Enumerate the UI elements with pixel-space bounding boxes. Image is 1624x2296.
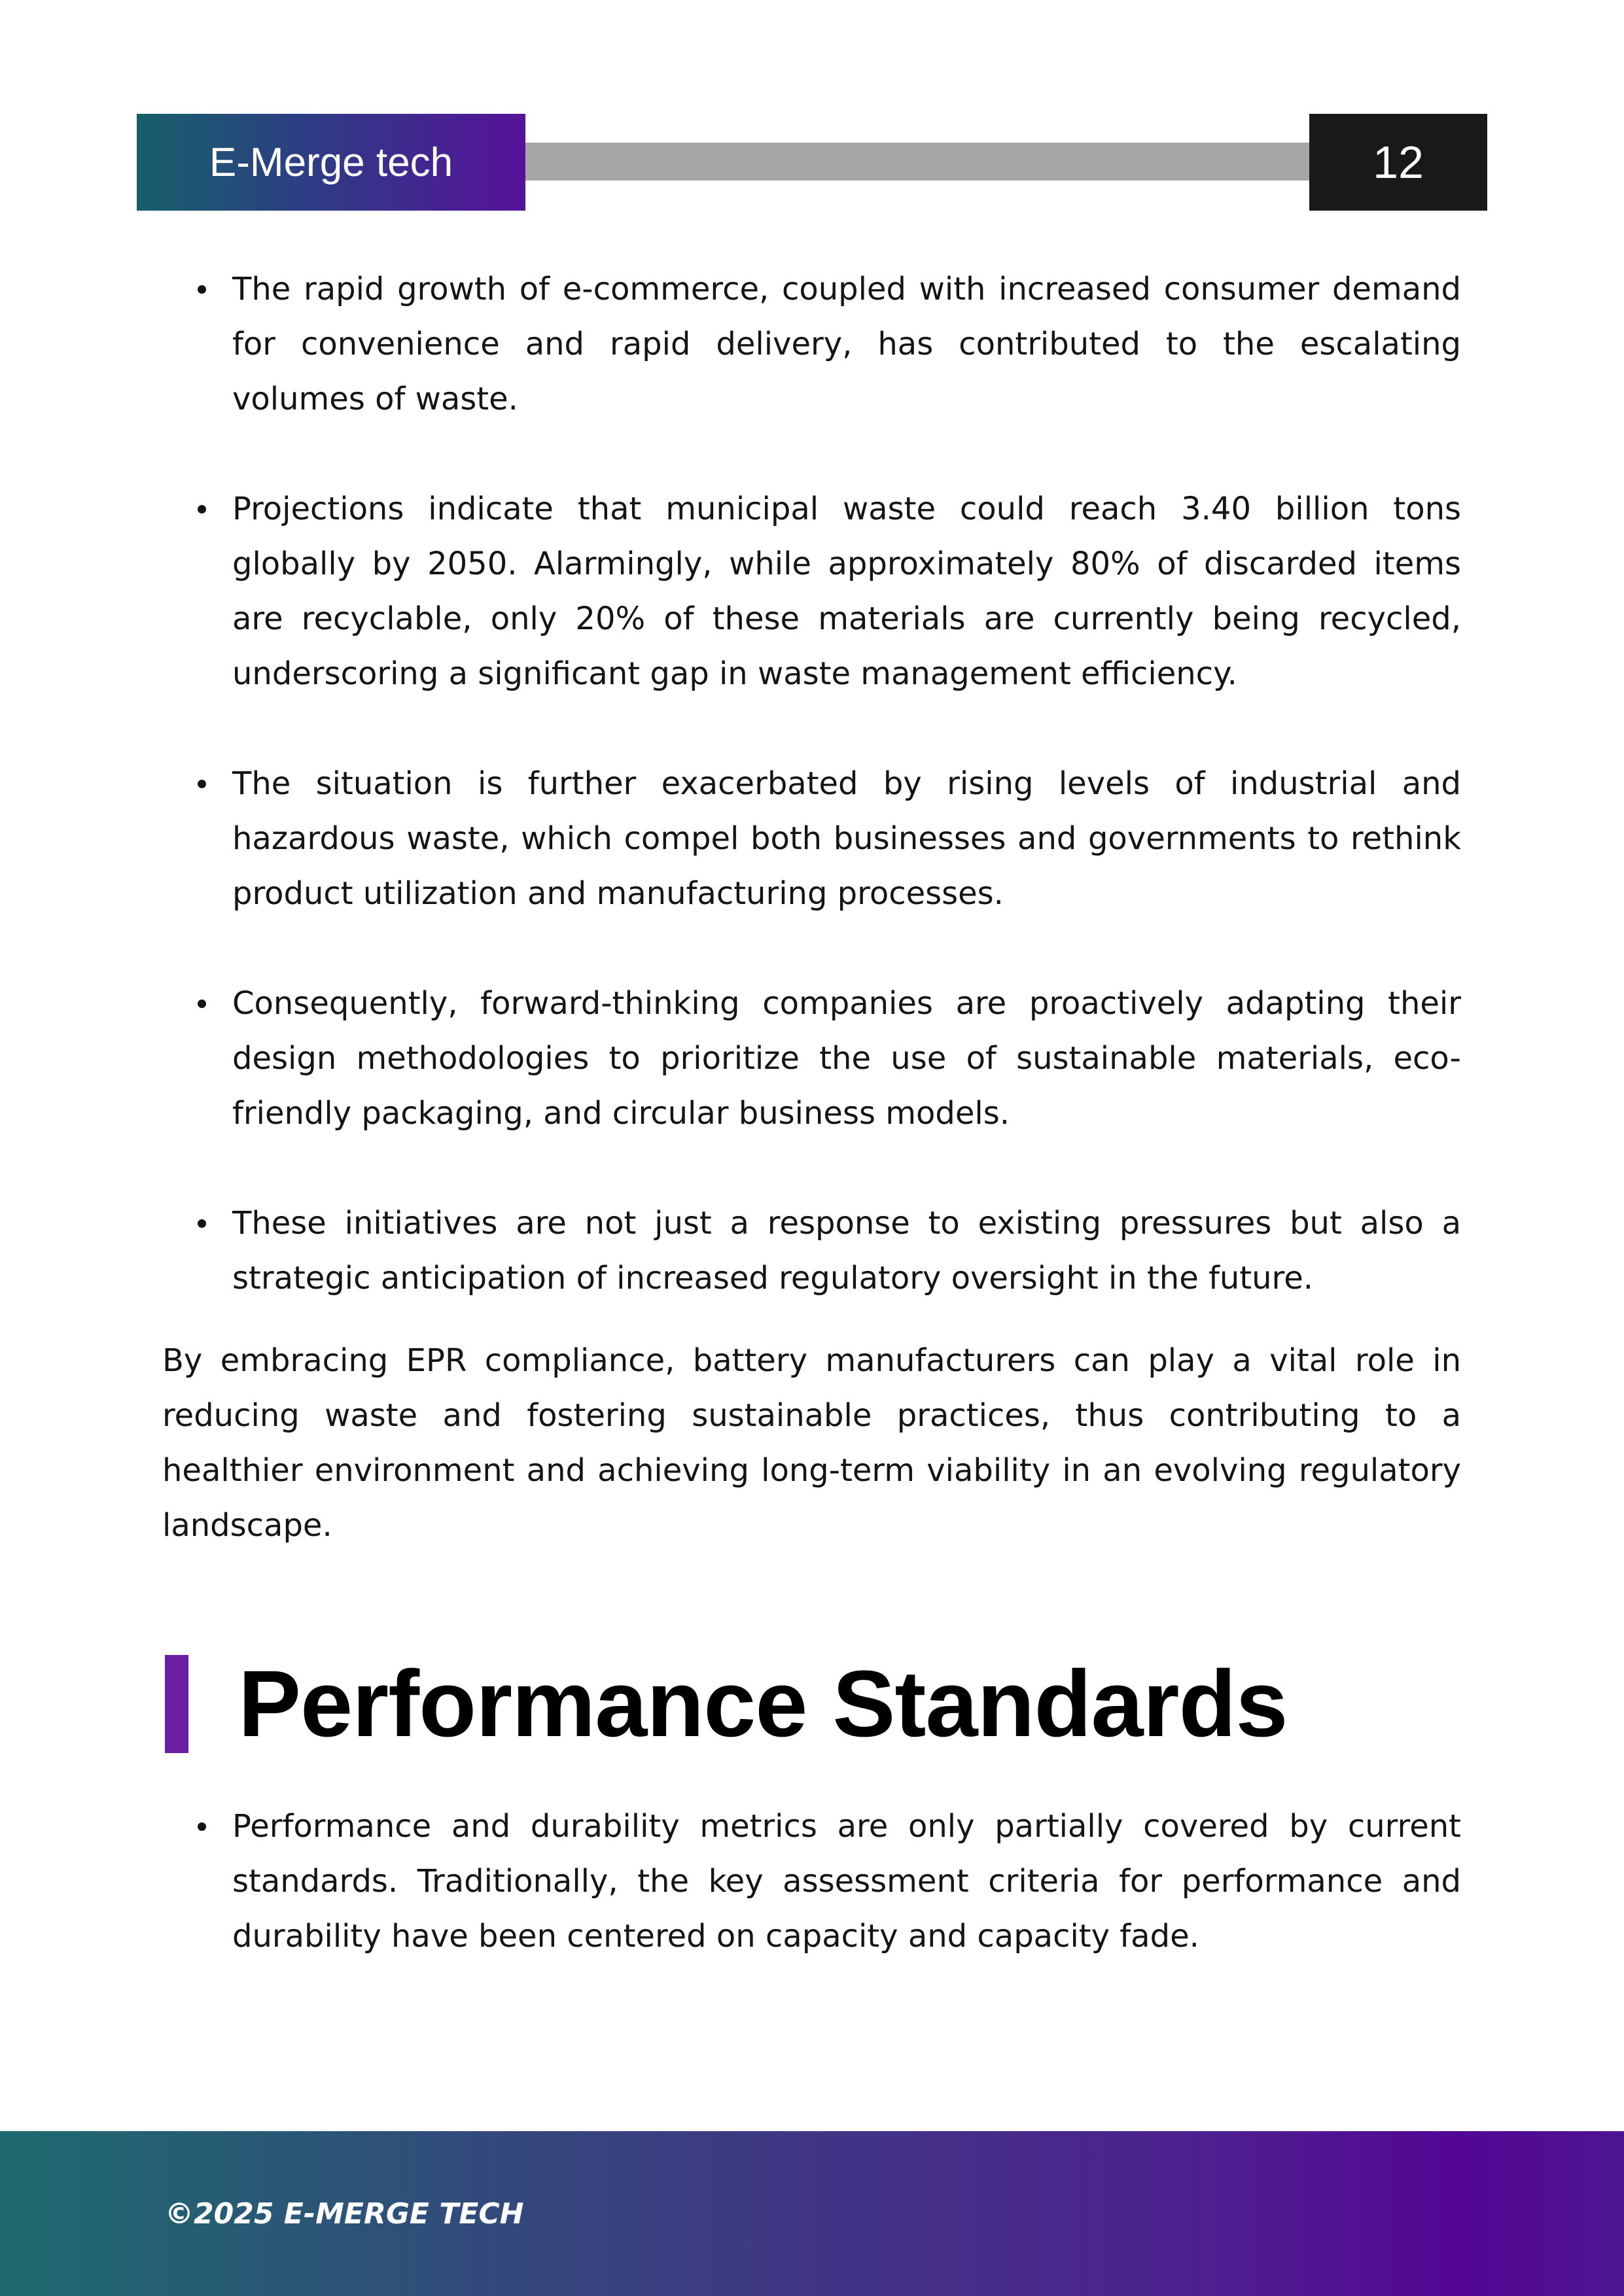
bullet-text: Projections indicate that municipal waste could reach 3.40 billion tons globally by 2050. Alarmingly, while approximately 80% of discarded items are recyclable, only 20% of these materials are currently being recycled, underscoring a significant gap in waste management efficiency.	[232, 491, 1461, 692]
section-bullet-list	[162, 1799, 1461, 1964]
bullet-dot-icon	[198, 1219, 206, 1228]
section-title: Performance Standards	[238, 1651, 1288, 1756]
bullet-item	[162, 1196, 1461, 1306]
page-number-box	[1309, 114, 1487, 211]
bullet-text: Consequently, forward-thinking companies are proactively adapting their design methodologies to prioritize the use of sustainable materials, eco-friendly packaging, and circular business models.	[232, 985, 1461, 1132]
intro-bullet-list	[162, 262, 1461, 1306]
bullet-item	[162, 481, 1461, 701]
bullet-text: The situation is further exacerbated by rising levels of industrial and hazardous waste, which compel both businesses and governments to rethink product utilization and manufacturing processes.	[232, 765, 1461, 912]
bullet-text: Performance and durability metrics are only partially covered by current standards. Traditionally, the key assessment criteria for performance and durability have been centered on capacity and capacity fade.	[232, 1808, 1461, 1955]
bullet-item	[162, 262, 1461, 426]
bullet-dot-icon	[198, 505, 206, 513]
closing-paragraph: By embracing EPR compliance, battery manufacturers can play a vital role in reducing waste and fostering sustainable practices, thus contributing to a healthier environment and achieving long-term viability in an evolving regulatory landscape.	[162, 1342, 1461, 1544]
bullet-dot-icon	[198, 1000, 206, 1008]
bullet-item	[162, 756, 1461, 921]
section-content	[162, 1799, 1461, 2019]
bullet-dot-icon	[198, 285, 206, 294]
bullet-text: These initiatives are not just a response to existing pressures but also a strategic anticipation of increased regulatory oversight in the future.	[232, 1205, 1461, 1296]
brand-name: E-Merge tech	[209, 139, 453, 185]
main-content	[162, 262, 1461, 1553]
bullet-item	[162, 976, 1461, 1141]
bullet-dot-icon	[198, 1822, 206, 1831]
page-header	[137, 114, 1487, 211]
bullet-item	[162, 1799, 1461, 1964]
heading-accent-bar	[165, 1655, 188, 1753]
footer-copyright: ©2025 E-MERGE TECH	[165, 2197, 524, 2231]
brand-logo-box	[137, 114, 525, 211]
bullet-dot-icon	[198, 780, 206, 788]
page-footer	[0, 2131, 1624, 2296]
section-heading	[165, 1651, 1288, 1756]
header-divider-bar	[525, 143, 1311, 181]
page-number: 12	[1373, 137, 1424, 188]
bullet-text: The rapid growth of e-commerce, coupled with increased consumer demand for convenience and rapid delivery, has contributed to the escalating volumes of waste.	[232, 271, 1461, 417]
